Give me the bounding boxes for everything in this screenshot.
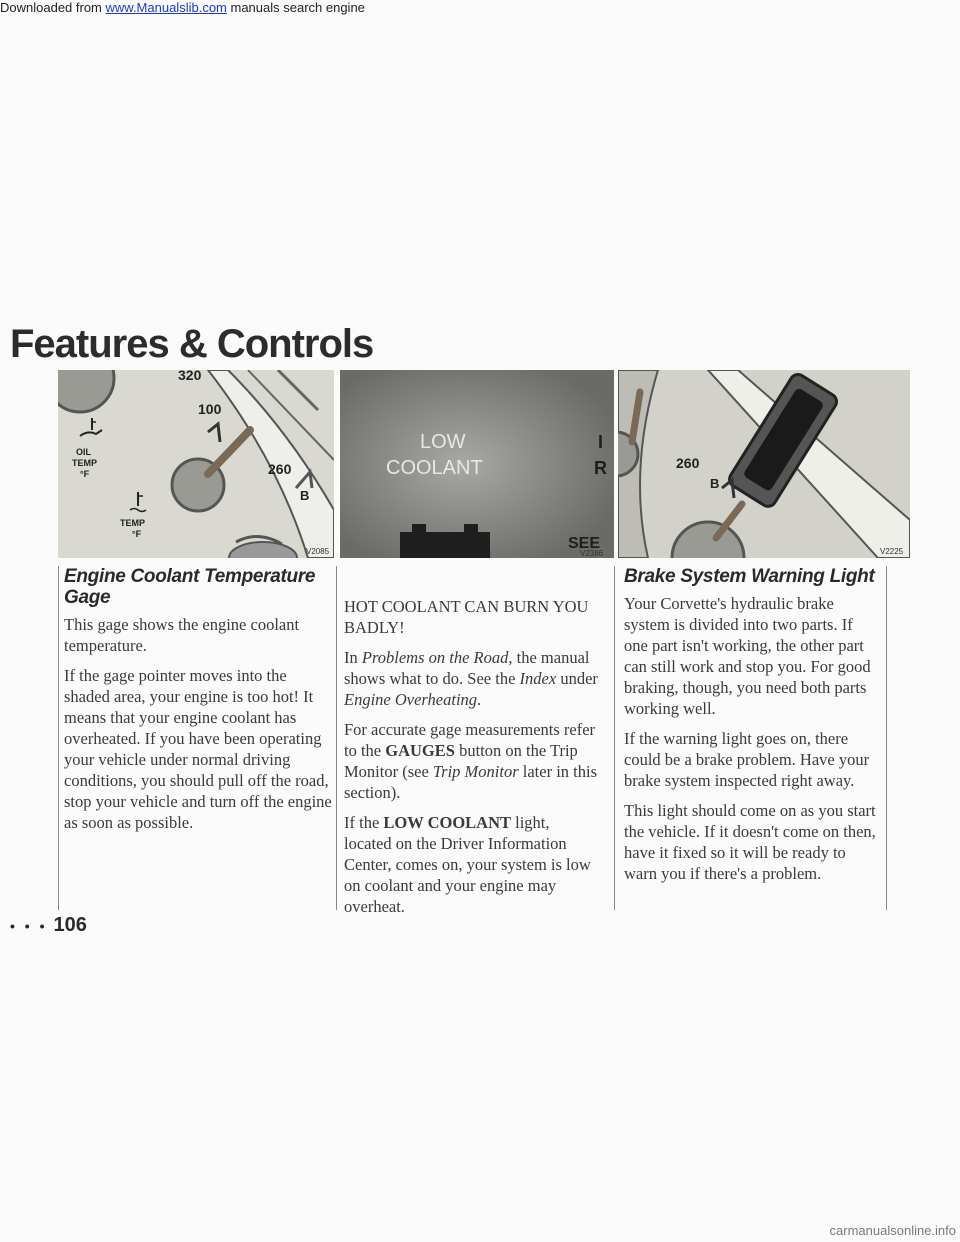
paragraph: [344, 812, 600, 917]
coolant-gage-heading: Engine Coolant Temperature Gage: [64, 566, 316, 608]
paragraph: This gage shows the engine coolant temperature.: [64, 615, 300, 655]
gauge-mark-b: B: [300, 488, 310, 503]
text-run: later in this section).: [344, 762, 597, 802]
text-run: light, located on the Driver Information Center, comes on, your system is low on coolant and your engine may overheat.: [344, 813, 591, 916]
low-coolant-display-photo: [340, 370, 614, 558]
dic-line-low: LOW: [420, 431, 466, 453]
section-title: Features & Controls: [10, 322, 374, 366]
brake-warning-section: [624, 566, 880, 893]
banner-suffix: manuals search engine: [226, 0, 365, 15]
banner-prefix: Downloaded from: [0, 0, 106, 15]
gauges-button-ref: GAUGES: [385, 741, 455, 760]
text-run: In: [344, 648, 362, 667]
column-rule: [886, 566, 887, 910]
oil-temp-label: TEMP: [72, 458, 98, 468]
coolant-warning-section: [344, 596, 600, 926]
figure-code: V2225: [880, 547, 904, 556]
text-run: For accurate gage measurements refer to the: [344, 720, 596, 760]
page-number-value: 106: [53, 914, 87, 936]
oil-coolant-gauge-photo: [58, 370, 334, 558]
gauge-mark-b: B: [710, 476, 720, 491]
paragraph: This light should come on as you start the vehicle. If it doesn't come on then, have it fixed so it will be ready to warn you if there's a problem.: [624, 801, 876, 883]
text-run: , the manual shows what to do. See the: [344, 648, 590, 688]
engine-overheating-ref: Engine Overheating: [344, 690, 478, 709]
column-rule: [336, 566, 337, 910]
index-ref: Index: [519, 669, 557, 688]
paragraph: [344, 647, 600, 710]
coolant-gage-section: [64, 566, 334, 842]
download-banner: [0, 0, 365, 15]
gauge-mark-260: 260: [268, 461, 292, 477]
text-run: .: [477, 690, 482, 709]
gauge-mark-100: 100: [198, 401, 222, 417]
gauge-mark-260: 260: [676, 455, 700, 471]
brake-warning-gauge-photo: [618, 370, 910, 558]
figure-code: V2085: [306, 547, 330, 556]
watermark: carmanualsonline.info: [829, 1223, 956, 1238]
text-run: button on the Trip Monitor (see: [344, 741, 578, 781]
column-rule: [58, 566, 59, 910]
dic-edge-char-1: I: [598, 432, 604, 452]
text-run: under: [556, 669, 598, 688]
low-coolant-light-ref: LOW COOLANT: [383, 813, 511, 832]
paragraph: [344, 719, 600, 803]
oil-temp-unit: °F: [80, 469, 90, 479]
figure-code: V2386: [580, 549, 604, 558]
text-run: If the: [344, 813, 384, 832]
oil-label: OIL: [76, 447, 91, 457]
trip-monitor-ref: Trip Monitor: [432, 762, 519, 781]
gauge-mark-320: 320: [178, 370, 202, 383]
coolant-temp-unit: °F: [132, 529, 142, 539]
coolant-temp-label: TEMP: [120, 518, 146, 528]
dic-edge-char-2: R: [594, 458, 607, 478]
dic-line-coolant: COOLANT: [386, 457, 483, 479]
paragraph: Your Corvette's hydraulic brake system is divided into two parts. If one part isn't working, the other part can still work and stop you. For good braking, though, you need both parts working well.: [624, 594, 871, 718]
page-number: [10, 914, 87, 937]
paragraph: If the gage pointer moves into the shaded area, your engine is too hot! It means that your engine coolant has overheated. If you have been operating your vehicle under normal driving conditions, you should pull off the road, stop your vehicle and turn off the engine as soon as possible.: [64, 666, 332, 832]
manualslib-link[interactable]: www.Manualslib.com: [105, 0, 227, 15]
dic-edge-see: SEE: [568, 535, 601, 552]
paragraph: If the warning light goes on, there could be a brake problem. Have your brake system inspected right away.: [624, 729, 870, 790]
column-rule: [614, 566, 615, 910]
brake-warning-heading: Brake System Warning Light: [624, 566, 875, 587]
hot-coolant-warning: HOT COOLANT CAN BURN YOU BADLY!: [344, 597, 589, 637]
page-dots: • • •: [10, 918, 48, 934]
problems-on-the-road-ref: Problems on the Road: [361, 648, 509, 667]
